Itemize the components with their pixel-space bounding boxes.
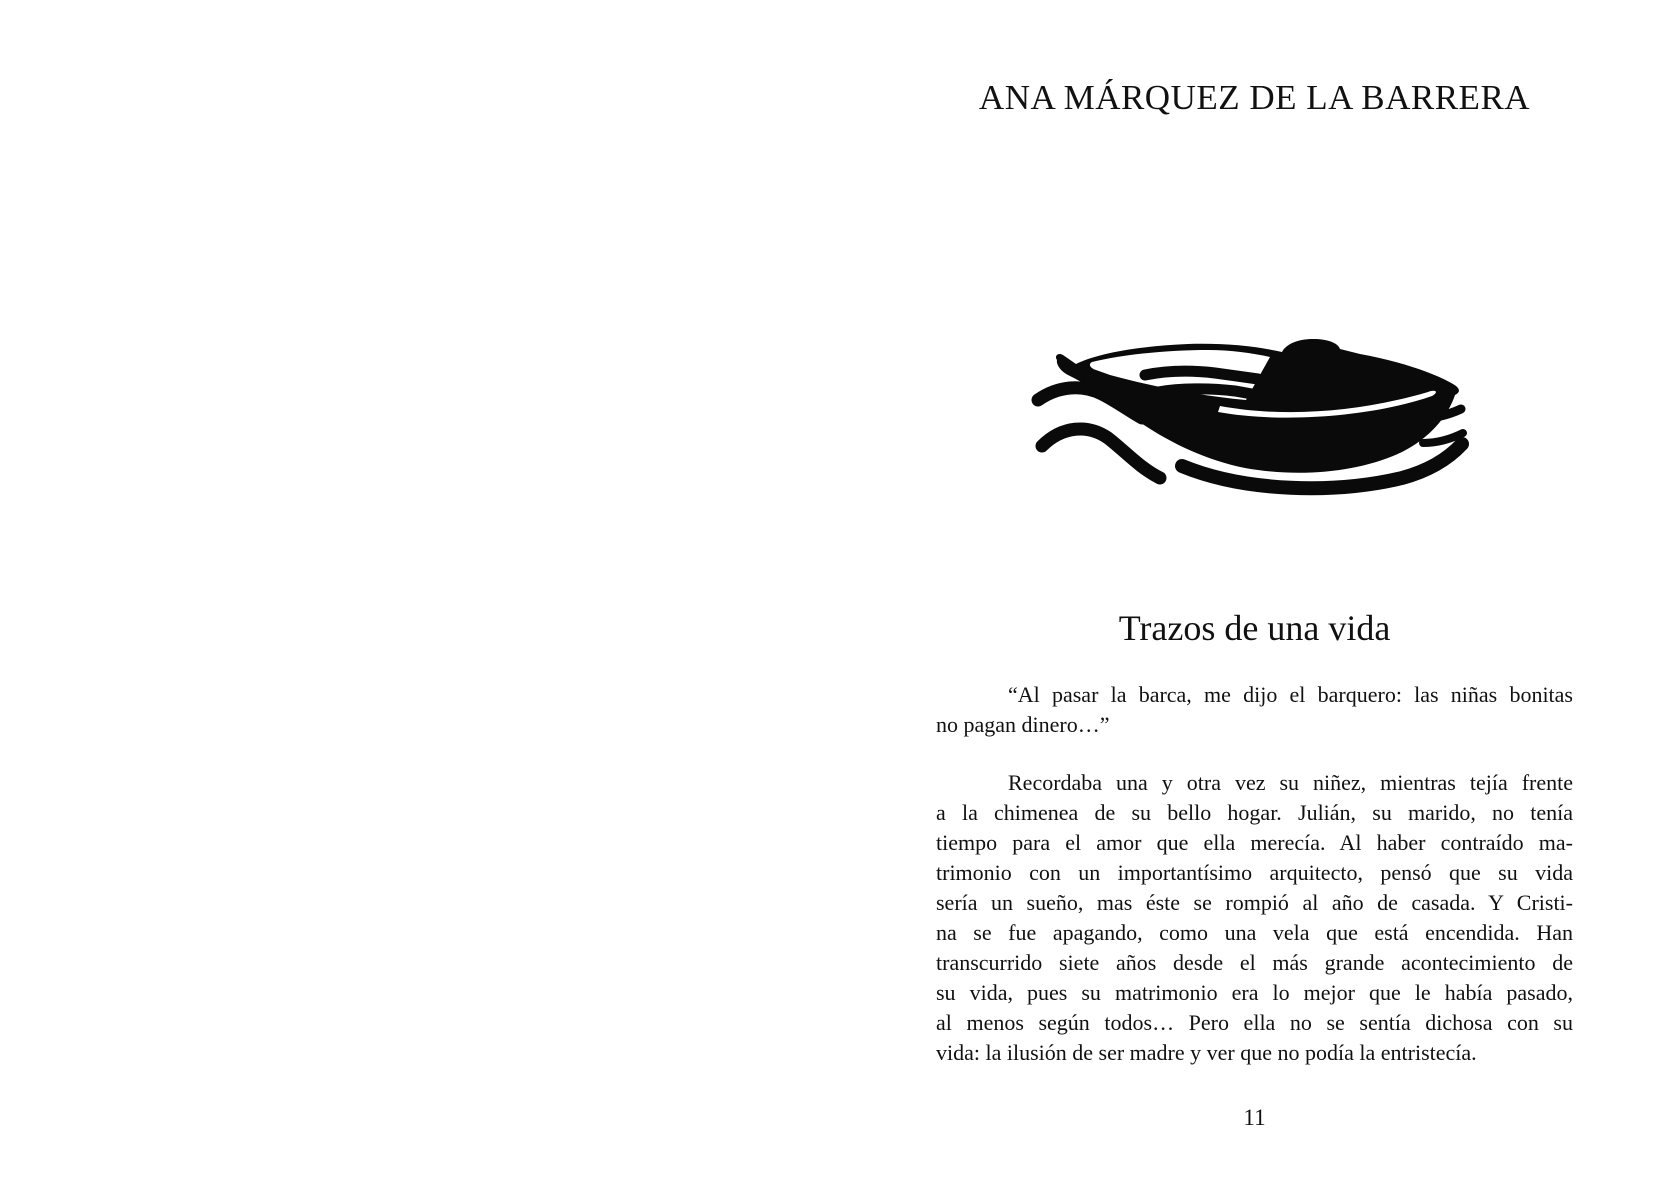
- boat-illustration: [1029, 326, 1471, 502]
- body-line: trimonio con un importantísimo arquitecto, pensó que su vida: [936, 860, 1573, 885]
- body-line: su vida, pues su matrimonio era lo mejor que le había pasado,: [936, 980, 1573, 1005]
- author-header: ANA MÁRQUEZ DE LA BARRERA: [978, 78, 1531, 117]
- body-line: sería un sueño, mas éste se rompió al año de casada. Y Cristi-: [936, 890, 1573, 915]
- wave-left-lower: [1042, 429, 1160, 478]
- body-line: a la chimenea de su bello hogar. Julián, su marido, no tenía: [936, 800, 1573, 825]
- body-line: Recordaba una y otra vez su niñez, mientras tejía frente: [1008, 770, 1573, 795]
- page-number: 11: [1243, 1105, 1266, 1130]
- body-line: tiempo para el amor que ella merecía. Al haber contraído ma-: [936, 830, 1573, 855]
- epigraph-line: no pagan dinero…”: [936, 712, 1110, 737]
- body-paragraph: [936, 768, 1573, 1068]
- body-line: al menos según todos… Pero ella no se sentía dichosa con su: [936, 1010, 1573, 1035]
- chapter-title: Trazos de una vida: [1118, 608, 1391, 648]
- body-line: transcurrido siete años desde el más grande acontecimiento de: [936, 950, 1573, 975]
- epigraph-line: “Al pasar la barca, me dijo el barquero: las niñas bonitas: [1008, 682, 1573, 707]
- body-line: na se fue apagando, como una vela que está encendida. Han: [936, 920, 1573, 945]
- right-page: [936, 0, 1573, 1191]
- epigraph: [936, 680, 1573, 740]
- body-line: vida: la ilusión de ser madre y ver que no podía la entristecía.: [936, 1040, 1477, 1065]
